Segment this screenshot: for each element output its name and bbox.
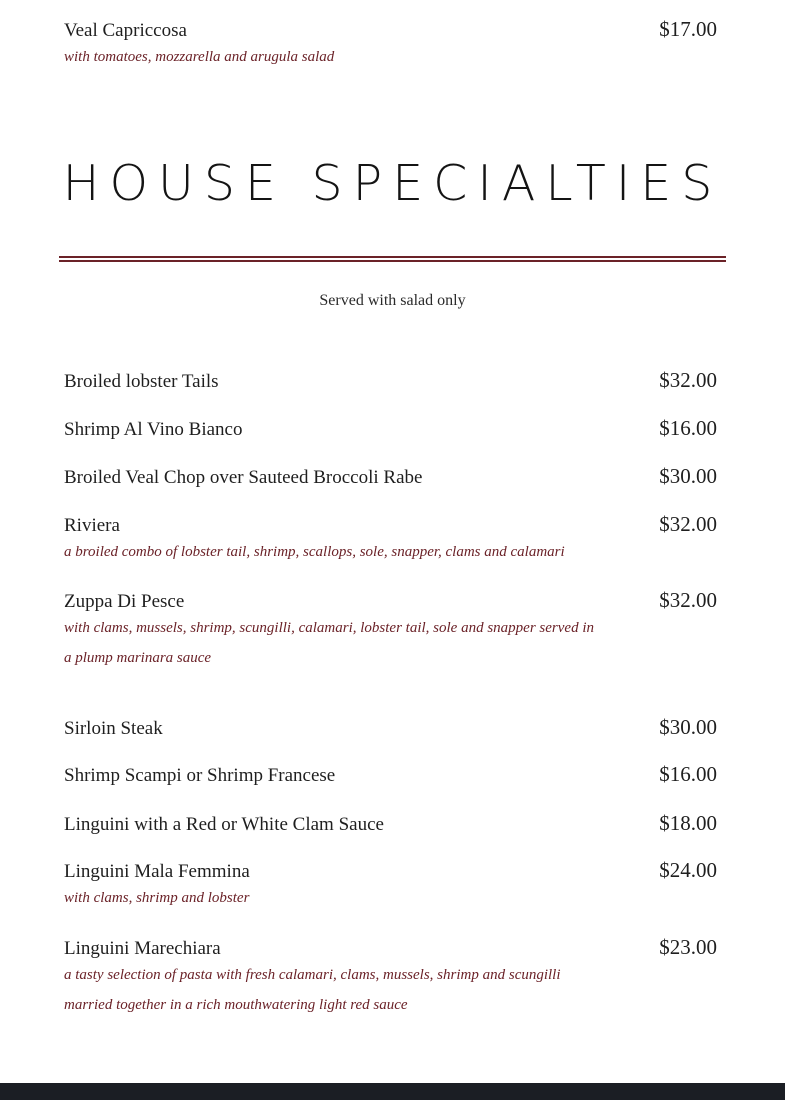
menu-item-linguini-mala-femmina: [64, 858, 717, 913]
menu-item-row: [64, 858, 717, 883]
menu-item-row: [64, 464, 717, 489]
menu-item-name: Broiled lobster Tails: [64, 371, 219, 392]
menu-item-name: Linguini Marechiara: [64, 938, 221, 959]
menu-item-price: $23.00: [659, 935, 717, 959]
menu-item-description: with clams, shrimp and lobster: [64, 890, 250, 906]
menu-item-name: Linguini Mala Femmina: [64, 861, 250, 882]
menu-item-price: $16.00: [659, 416, 717, 440]
menu-item-zuppa-di-pesce: [64, 588, 717, 673]
menu-item-row: [64, 368, 717, 393]
section-divider-top-line: [59, 256, 726, 258]
section-title: HOUSE SPECIALTIES: [62, 155, 723, 212]
menu-item-row: [64, 762, 717, 787]
section-divider-bottom-line: [59, 260, 726, 262]
menu-item-price: $32.00: [659, 588, 717, 612]
menu-item-broiled-lobster-tails: [64, 368, 717, 393]
menu-item-price: $17.00: [659, 17, 717, 41]
menu-item-broiled-veal-chop: [64, 464, 717, 489]
menu-item-description: a broiled combo of lobster tail, shrimp, scallops, sole, snapper, clams and calamari: [64, 544, 565, 560]
menu-item-riviera: [64, 512, 717, 567]
menu-item-row: [64, 588, 717, 613]
menu-item-row: [64, 811, 717, 836]
menu-item-linguini-clam-sauce: [64, 811, 717, 836]
menu-item-description: with clams, mussels, shrimp, scungilli, calamari, lobster tail, sole and snapper served in a plump marinara sauce: [64, 620, 594, 666]
menu-item-row: [64, 715, 717, 740]
menu-item-description: with tomatoes, mozzarella and arugula salad: [64, 49, 335, 65]
menu-item-price: $16.00: [659, 762, 717, 786]
menu-item-linguini-marechiara: [64, 935, 717, 1020]
menu-item-description: a tasty selection of pasta with fresh calamari, clams, mussels, shrimp and scungilli married together in a rich mouthwatering light red sauce: [64, 967, 561, 1013]
menu-item-row: [64, 935, 717, 960]
menu-item-sirloin-steak: [64, 715, 717, 740]
menu-item-row: [64, 512, 717, 537]
menu-item-name: Shrimp Scampi or Shrimp Francese: [64, 765, 336, 786]
menu-item-name: Shrimp Al Vino Bianco: [64, 419, 243, 440]
menu-item-veal-capriccosa: [64, 17, 717, 72]
menu-item-row: [64, 416, 717, 441]
menu-item-price: $24.00: [659, 858, 717, 882]
footer-bar: [0, 1083, 785, 1100]
menu-item-name: Veal Capriccosa: [64, 20, 187, 41]
menu-item-name: Riviera: [64, 515, 120, 536]
menu-item-row: [64, 17, 717, 42]
menu-item-shrimp-scampi: [64, 762, 717, 787]
menu-item-price: $32.00: [659, 368, 717, 392]
menu-item-price: $30.00: [659, 464, 717, 488]
menu-item-shrimp-al-vino-bianco: [64, 416, 717, 441]
menu-item-name: Linguini with a Red or White Clam Sauce: [64, 814, 384, 835]
menu-item-name: Zuppa Di Pesce: [64, 591, 185, 612]
menu-item-price: $18.00: [659, 811, 717, 835]
menu-item-price: $30.00: [659, 715, 717, 739]
menu-item-name: Sirloin Steak: [64, 718, 163, 739]
section-subtitle: Served with salad only: [319, 292, 466, 309]
menu-item-price: $32.00: [659, 512, 717, 536]
menu-item-name: Broiled Veal Chop over Sauteed Broccoli Rabe: [64, 467, 423, 488]
